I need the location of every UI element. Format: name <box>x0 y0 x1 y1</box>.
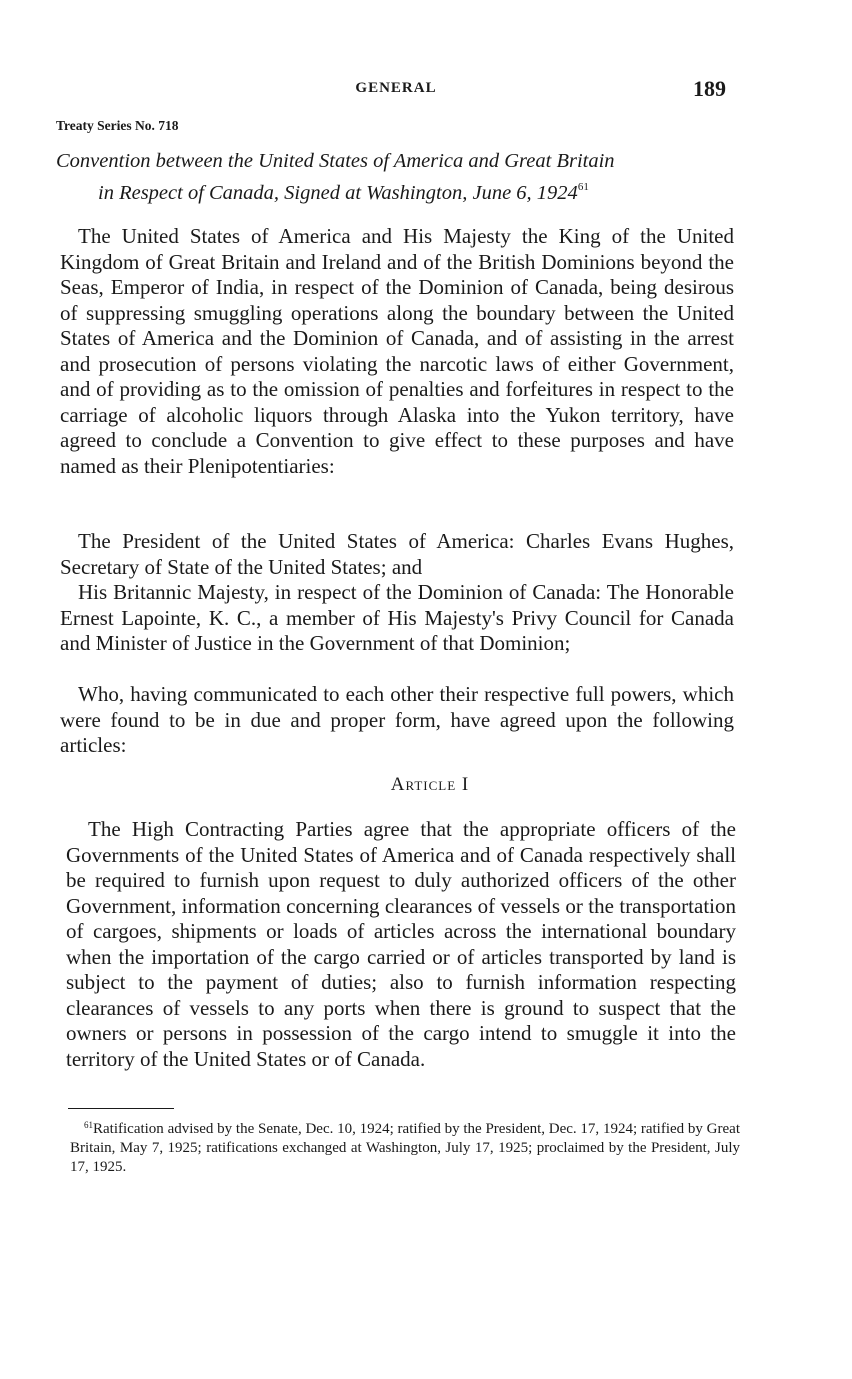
convention-heading <box>56 148 732 206</box>
powers-paragraph: Who, having communicated to each other their respective full powers, which were found to be in due and proper form, have agreed upon the following articles: <box>60 682 734 757</box>
heading-footnote-ref: 61 <box>577 181 589 193</box>
british-plenipotentiary-paragraph: His Britannic Majesty, in respect of the Dominion of Canada: The Honorable Ernest Lapointe, K. C., a member of His Majesty's Privy Council for Canada and Minister of Justice in the Government of that Dominion; <box>60 580 734 655</box>
heading-line-1: Convention between the United States of America and Great Britain <box>56 150 615 172</box>
footnote-text: Ratification advised by the Senate, Dec. 10, 1924; ratified by the President, Dec. 17, 1924; ratified by Great Britain, May 7, 1925; ratifications exchanged at Washington, July 17, 1925; proclaimed by the President, July 17, 1925. <box>70 1121 740 1175</box>
footnote <box>70 1116 740 1177</box>
article-paragraph: The High Contracting Parties agree that the appropriate officers of the Governments of the United States of America and of Canada respectively shall be required to furnish upon request to duly authorized officers of the other Government, information concerning clearances of vessels or the transportation of cargoes, shipments or loads of articles across the international boundary when the importation of the cargo carried or of articles transported by land is subject to the payment of duties; also to furnish information respecting clearances of vessels to any ports when there is ground to suspect that the owners or persons in possession of the cargo intend to smuggle it into the territory of the United States or of Canada. <box>66 817 736 1071</box>
page-number: 189 <box>693 76 726 101</box>
article-title: Article I <box>390 774 470 795</box>
footnote-divider <box>68 1108 174 1109</box>
heading-line-2-text: in Respect of Canada, Signed at Washington, June 6, 1924 <box>98 182 578 204</box>
treaty-series-label: Treaty Series No. 718 <box>56 118 179 133</box>
preamble-paragraph: The United States of America and His Majesty the King of the United Kingdom of Great Britain and Ireland and of the British Dominions beyond the Seas, Emperor of India, in respect of the Dominion of Canada, being desirous of suppressing smuggling operations along the boundary between the United States of America and the Dominion of Canada, and of assisting in the arrest and prosecution of persons violating the narcotic laws of either Government, and of providing as to the omission of penalties and forfeitures in respect to the carriage of alcoholic liquors through Alaska into the Yukon territory, have agreed to conclude a Convention to give effect to these purposes and have named as their Plenipotentiaries: <box>60 224 734 478</box>
footnote-marker: 61 <box>84 1120 93 1130</box>
running-head <box>60 76 732 106</box>
heading-line-2 <box>56 174 732 206</box>
us-plenipotentiary-paragraph: The President of the United States of America: Charles Evans Hughes, Secretary of State of the United States; and <box>60 529 734 579</box>
running-title: GENERAL <box>355 80 437 96</box>
